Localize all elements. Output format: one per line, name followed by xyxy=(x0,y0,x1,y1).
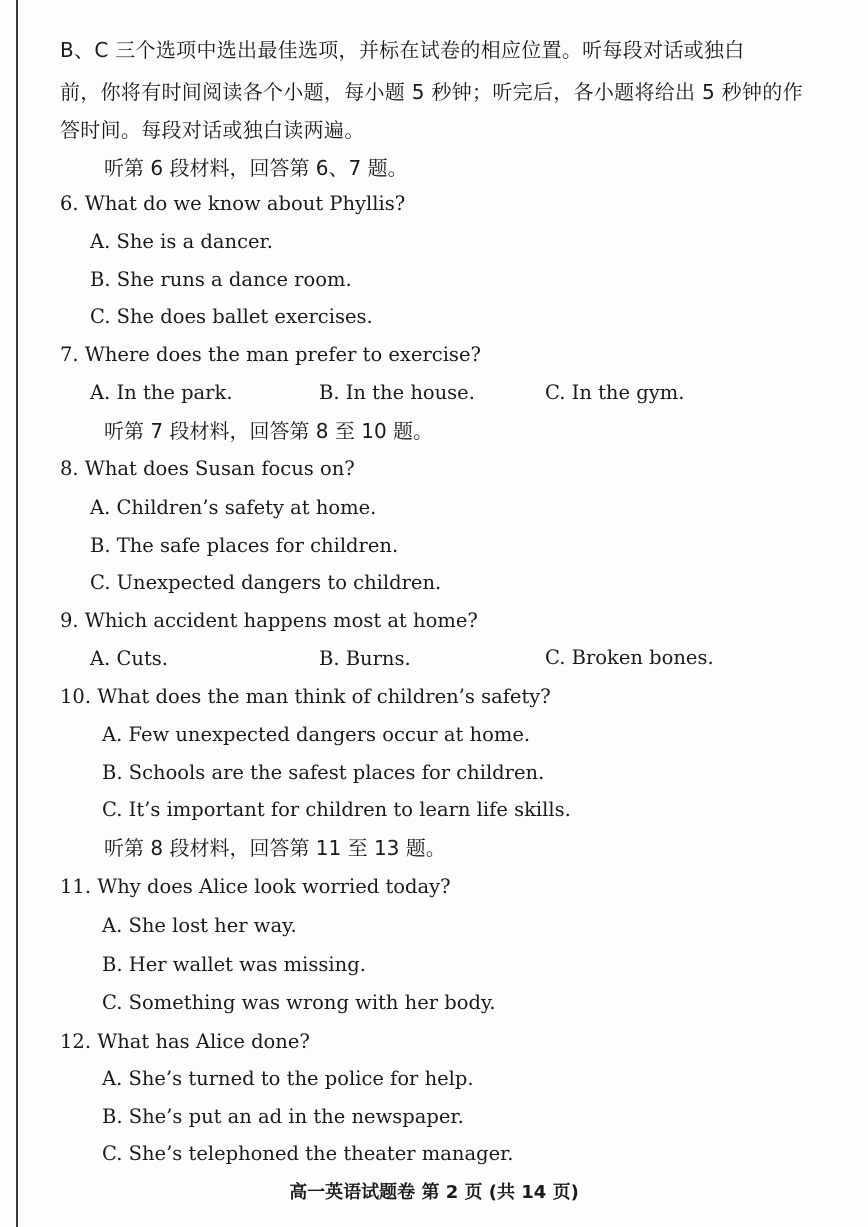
question-11-option-a: A. She lost her way. xyxy=(102,914,297,937)
question-8-option-a: A. Children’s safety at home. xyxy=(90,496,377,519)
question-7-option-c: C. In the gym. xyxy=(545,381,685,404)
question-12-option-b: B. She’s put an ad in the newspaper. xyxy=(102,1105,464,1128)
question-10-option-c: C. It’s important for children to learn life skills. xyxy=(102,798,571,821)
question-12-option-a: A. She’s turned to the police for help. xyxy=(102,1067,474,1090)
question-9-option-a: A. Cuts. xyxy=(90,647,168,670)
question-6-option-b: B. She runs a dance room. xyxy=(90,268,352,291)
question-11-option-c: C. Something was wrong with her body. xyxy=(102,991,496,1014)
question-9-stem: 9. Which accident happens most at home? xyxy=(60,609,478,632)
question-8-option-b: B. The safe places for children. xyxy=(90,534,399,557)
binding-margin-line xyxy=(16,0,18,1227)
intro-line-3: 答时间。每段对话或独白读两遍。 xyxy=(60,118,365,142)
page-footer: 高一英语试题卷 第 2 页 (共 14 页) xyxy=(289,1182,579,1203)
question-11-option-b: B. Her wallet was missing. xyxy=(102,953,366,976)
question-11-stem: 11. Why does Alice look worried today? xyxy=(60,875,451,898)
question-8-stem: 8. What does Susan focus on? xyxy=(60,457,355,480)
question-10-option-b: B. Schools are the safest places for children. xyxy=(102,761,545,784)
question-6-stem: 6. What do we know about Phyllis? xyxy=(60,192,406,215)
question-12-option-c: C. She’s telephoned the theater manager. xyxy=(102,1142,514,1165)
question-9-option-b: B. Burns. xyxy=(319,647,411,670)
intro-line-2: 前，你将有时间阅读各个小题，每小题 5 秒钟；听完后，各小题将给出 5 秒钟的作 xyxy=(60,80,803,104)
question-6-option-c: C. She does ballet exercises. xyxy=(90,305,373,328)
question-12-stem: 12. What has Alice done? xyxy=(60,1030,310,1053)
question-7-option-a: A. In the park. xyxy=(90,381,233,404)
question-8-option-c: C. Unexpected dangers to children. xyxy=(90,571,442,594)
question-10-stem: 10. What does the man think of children’s safety? xyxy=(60,685,551,708)
section-heading-8: 听第 8 段材料，回答第 11 至 13 题。 xyxy=(104,836,446,860)
question-7-option-b: B. In the house. xyxy=(319,381,475,404)
section-heading-6: 听第 6 段材料，回答第 6、7 题。 xyxy=(104,156,408,180)
question-9-option-c: C. Broken bones. xyxy=(545,646,714,669)
section-heading-7: 听第 7 段材料，回答第 8 至 10 题。 xyxy=(104,419,434,443)
question-7-stem: 7. Where does the man prefer to exercise? xyxy=(60,343,481,366)
question-10-option-a: A. Few unexpected dangers occur at home. xyxy=(102,723,531,746)
intro-line-1: B、C 三个选项中选出最佳选项，并标在试卷的相应位置。听每段对话或独白 xyxy=(60,38,745,62)
question-6-option-a: A. She is a dancer. xyxy=(90,230,273,253)
